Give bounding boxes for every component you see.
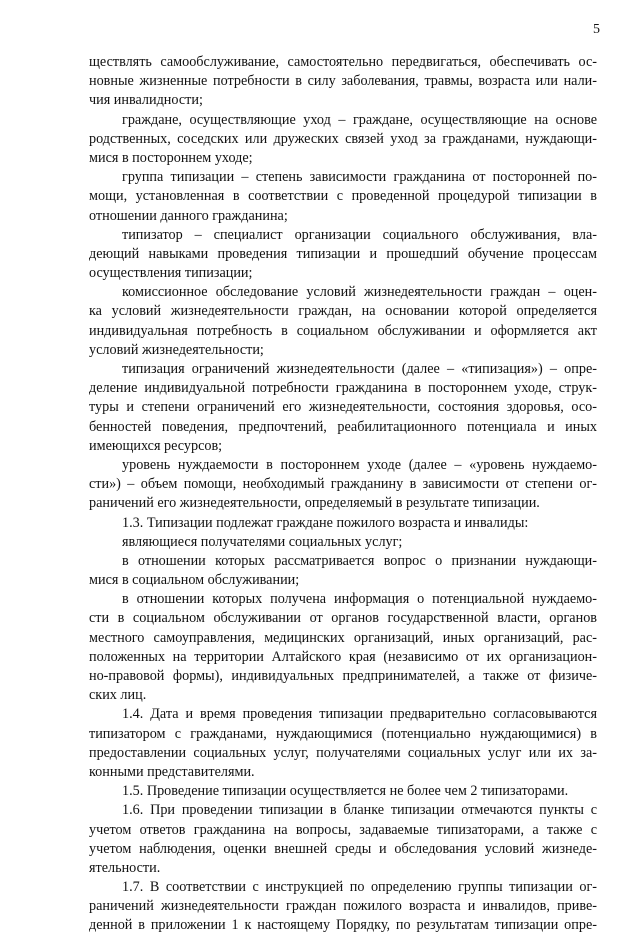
text-line: 1.5. Проведение типизации осуществляется не более чем 2 типизаторами. <box>122 783 569 800</box>
text-line: осуществления типизации; <box>89 265 253 282</box>
text-line: учетом наблюдения, оценки внешней среды и обследования условий жизнеде- <box>89 840 597 857</box>
text-line: предоставлении социальных услуг, получателями социальных услуг или их за- <box>89 744 597 761</box>
text-line: типизатором с гражданами, нуждающимися (потенциально нуждающимися) в <box>89 725 597 742</box>
text-line: ществлять самообслуживание, самостоятельно передвигаться, обеспечивать ос- <box>89 54 597 70</box>
text-line: деление индивидуальной потребности гражданина в постороннем уходе, струк- <box>89 380 597 397</box>
text-line: но-правовой формы), индивидуальных предпринимателей, а также от физиче- <box>89 668 597 684</box>
text-line: родственных, соседских или дружеских связей уход за гражданами, нуждающи- <box>89 130 597 147</box>
text-line: туры и степени ограничений его жизнедеятельности, состояния здоровья, осо- <box>89 399 597 416</box>
text-line: деющий навыками проведения типизации и прошедший обучение процессам <box>89 245 597 262</box>
text-line: конными представителями. <box>89 763 255 780</box>
text-line: мися в постороннем уходе; <box>89 149 253 166</box>
text-line: чия инвалидности; <box>89 92 203 109</box>
text-line: имеющихся ресурсов; <box>89 437 223 454</box>
text-line: сти») – объем помощи, необходимый гражданину в зависимости от степени ог- <box>89 476 597 493</box>
text-line: ка условий жизнедеятельности граждан, на основании которой определяется <box>89 303 597 320</box>
text-line: типизация ограничений жизнедеятельности (далее – «типизация») – опре- <box>122 361 597 377</box>
text-line: 1.3. Типизации подлежат граждане пожилого возраста и инвалиды: <box>122 514 529 531</box>
text-line: отношении данного гражданина; <box>89 207 288 224</box>
text-line: в отношении которых получена информация о потенциальной нуждаемо- <box>122 591 597 608</box>
text-line: типизатор – специалист организации социального обслуживания, вла- <box>122 226 597 243</box>
text-line: раничений его жизнедеятельности, определяемый в результате типизации. <box>89 495 540 512</box>
text-line: уровень нуждаемости в постороннем уходе (далее – «уровень нуждаемо- <box>122 456 597 473</box>
text-line: комиссионное обследование условий жизнедеятельности граждан – оцен- <box>122 284 597 301</box>
text-line: 1.4. Дата и время проведения типизации предварительно согласовываются <box>122 706 597 723</box>
text-line: мощи, установленная в соответствии с проведенной процедурой типизации в <box>89 188 597 205</box>
document-body <box>89 53 597 936</box>
text-line: условий жизнедеятельности; <box>89 341 264 358</box>
text-line: граждане, осуществляющие уход – граждане, осуществляющие на основе <box>122 111 597 128</box>
text-line: индивидуальная потребность в социальном обслуживании и оформляется акт <box>89 322 597 339</box>
text-line: раничений жизнедеятельности граждан пожилого возраста и инвалидов, приве- <box>89 898 597 915</box>
text-line: являющиеся получателями социальных услуг; <box>122 533 403 550</box>
text-line: местного самоуправления, медицинских организаций, иных организаций, рас- <box>89 629 597 646</box>
page-number: 5 <box>593 22 600 37</box>
text-line: 1.7. В соответствии с инструкцией по определению группы типизации ог- <box>122 879 597 896</box>
text-line: учетом ответов гражданина на вопросы, задаваемые типизаторами, а также с <box>89 821 597 838</box>
text-line: мися в социальном обслуживании; <box>89 572 300 589</box>
text-line: сти в социальном обслуживании от органов государственной власти, органов <box>89 610 597 627</box>
text-line: ятельности. <box>89 859 161 876</box>
text-line: бенностей поведения, предпочтений, реабилитационного потенциала и иных <box>89 418 597 435</box>
text-line: 1.6. При проведении типизации в бланке типизации отмечаются пункты с <box>122 802 597 819</box>
text-line: в отношении которых рассматривается вопрос о признании нуждающи- <box>122 552 597 569</box>
text-line: ских лиц. <box>89 687 147 704</box>
text-line: денной в приложении 1 к настоящему Порядку, по результатам типизации опре- <box>89 917 597 934</box>
text-line: положенных на территории Алтайского края (независимо от их организацион- <box>89 648 597 665</box>
text-line: группа типизации – степень зависимости гражданина от посторонней по- <box>122 169 597 186</box>
text-line: новные жизненные потребности в силу заболевания, травмы, возраста или нали- <box>89 73 597 90</box>
